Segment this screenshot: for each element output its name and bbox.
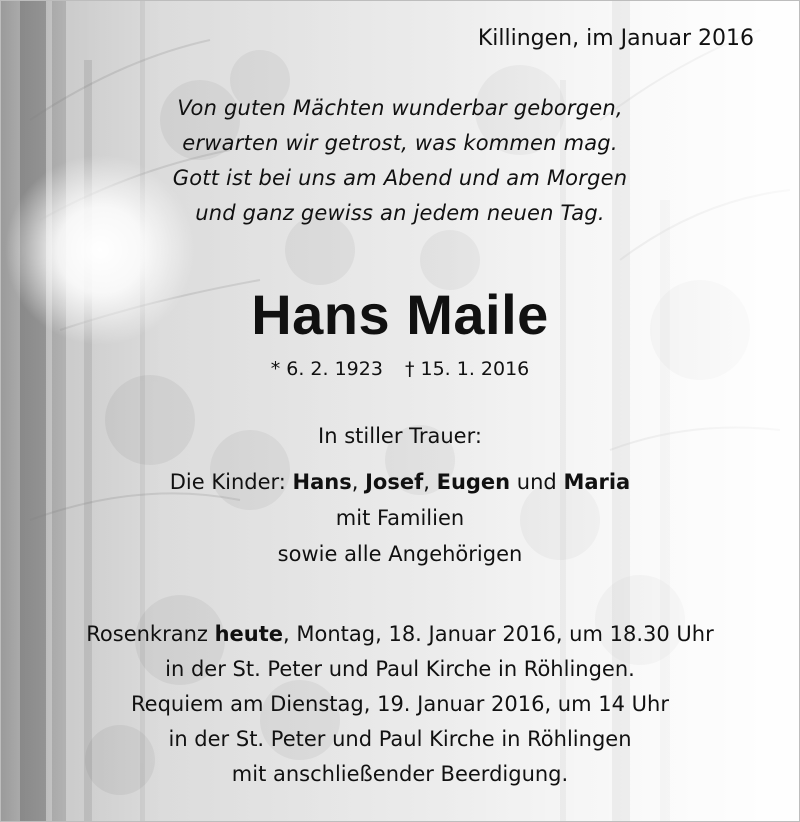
rosary-location: in der St. Peter und Paul Kirche in Röhlingen. (165, 657, 635, 681)
child-name: Maria (563, 470, 631, 494)
rosary-details: , Montag, 18. Januar 2016, um 18.30 Uhr (283, 622, 714, 646)
deceased-name: Hans Maile (251, 283, 549, 346)
death-date: † 15. 1. 2016 (404, 358, 530, 380)
children-line (0, 470, 800, 494)
child-name: Eugen (436, 470, 511, 494)
separator: , (351, 470, 366, 494)
mourning-intro: In stiller Trauer: (318, 424, 482, 448)
separator: , (423, 470, 437, 494)
poem-line-2: erwarten wir getrost, was kommen mag. (182, 131, 618, 155)
conjunction: und (510, 470, 564, 494)
poem-line-3: Gott ist bei uns am Abend und am Morgen (172, 166, 628, 190)
families-line: mit Familien (335, 506, 465, 530)
child-name: Josef (365, 470, 424, 494)
place-date: Killingen, im Januar 2016 (477, 26, 754, 51)
poem-line-4: und ganz gewiss an jedem neuen Tag. (195, 201, 605, 225)
burial-line: mit anschließender Beerdigung. (231, 762, 569, 786)
requiem-location: in der St. Peter und Paul Kirche in Röhlingen (168, 727, 632, 751)
birth-date: * 6. 2. 1923 (270, 358, 383, 380)
rosary-prefix: Rosenkranz (86, 622, 215, 646)
children-prefix: Die Kinder: (169, 470, 293, 494)
poem-line-1: Von guten Mächten wunderbar geborgen, (177, 96, 623, 120)
child-name: Hans (292, 470, 352, 494)
rosary-today: heute (214, 622, 284, 646)
rosary-line (0, 622, 800, 646)
relatives-line: sowie alle Angehörigen (277, 542, 523, 566)
requiem-line: Requiem am Dienstag, 19. Januar 2016, um 14 Uhr (131, 692, 669, 716)
life-dates (0, 358, 800, 380)
